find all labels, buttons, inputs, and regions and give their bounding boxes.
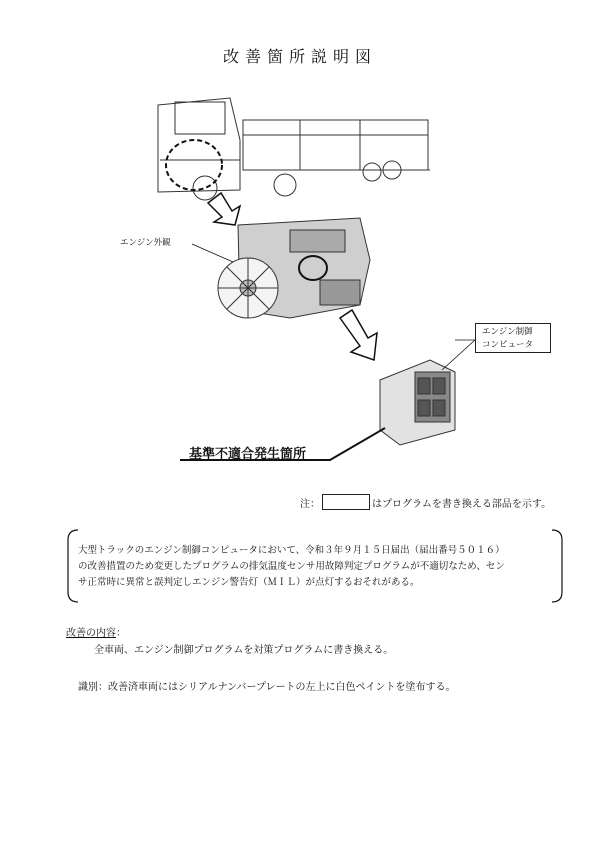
identification-note: 識別：改善済車両にはシリアルナンバープレートの左上に白色ペイントを塗布する。 bbox=[78, 682, 456, 693]
description-line: サ正常時に異常と誤判定しエンジン警告灯（ＭＩＬ）が点灯するおそれがある。 bbox=[78, 577, 420, 588]
ecu-label-box bbox=[475, 323, 551, 353]
improvement-heading bbox=[66, 624, 126, 639]
note-prefix: 注： bbox=[300, 498, 320, 510]
description-bracket-left bbox=[68, 530, 78, 602]
ecu-label-line1: エンジン制御 bbox=[482, 327, 533, 337]
defect-location-label: 基準不適合発生箇所 bbox=[189, 447, 307, 462]
arrow-truck-to-engine bbox=[208, 193, 240, 225]
engine-illustration bbox=[218, 218, 370, 318]
defect-description bbox=[78, 543, 563, 591]
note-legend-box bbox=[322, 494, 370, 510]
note-legend bbox=[300, 494, 551, 510]
ecu-illustration bbox=[380, 360, 455, 445]
arrow-engine-to-ecu bbox=[340, 310, 377, 360]
description-line: の改善措置のため変更したプログラムの排気温度センサ用故障判定プログラムが不適切なため、セン bbox=[78, 561, 505, 572]
improvement-body: 全車両、エンジン制御プログラムを対策プログラムに書き換える。 bbox=[94, 645, 394, 656]
truck-illustration bbox=[158, 98, 430, 200]
improvement-heading-text: 改善の内容 bbox=[66, 628, 116, 639]
engine-exterior-label: エンジン外観 bbox=[120, 238, 171, 248]
improvement-heading-colon: ： bbox=[116, 628, 126, 639]
page-title: 改善箇所説明図 bbox=[222, 47, 377, 66]
description-line: 大型トラックのエンジン制御コンピュータにおいて、令和３年９月１５日届出（届出番号５０１６） bbox=[78, 545, 505, 556]
ecu-label-line2: コンピュータ bbox=[482, 340, 534, 350]
note-suffix: はプログラムを書き換える部品を示す。 bbox=[372, 498, 552, 510]
